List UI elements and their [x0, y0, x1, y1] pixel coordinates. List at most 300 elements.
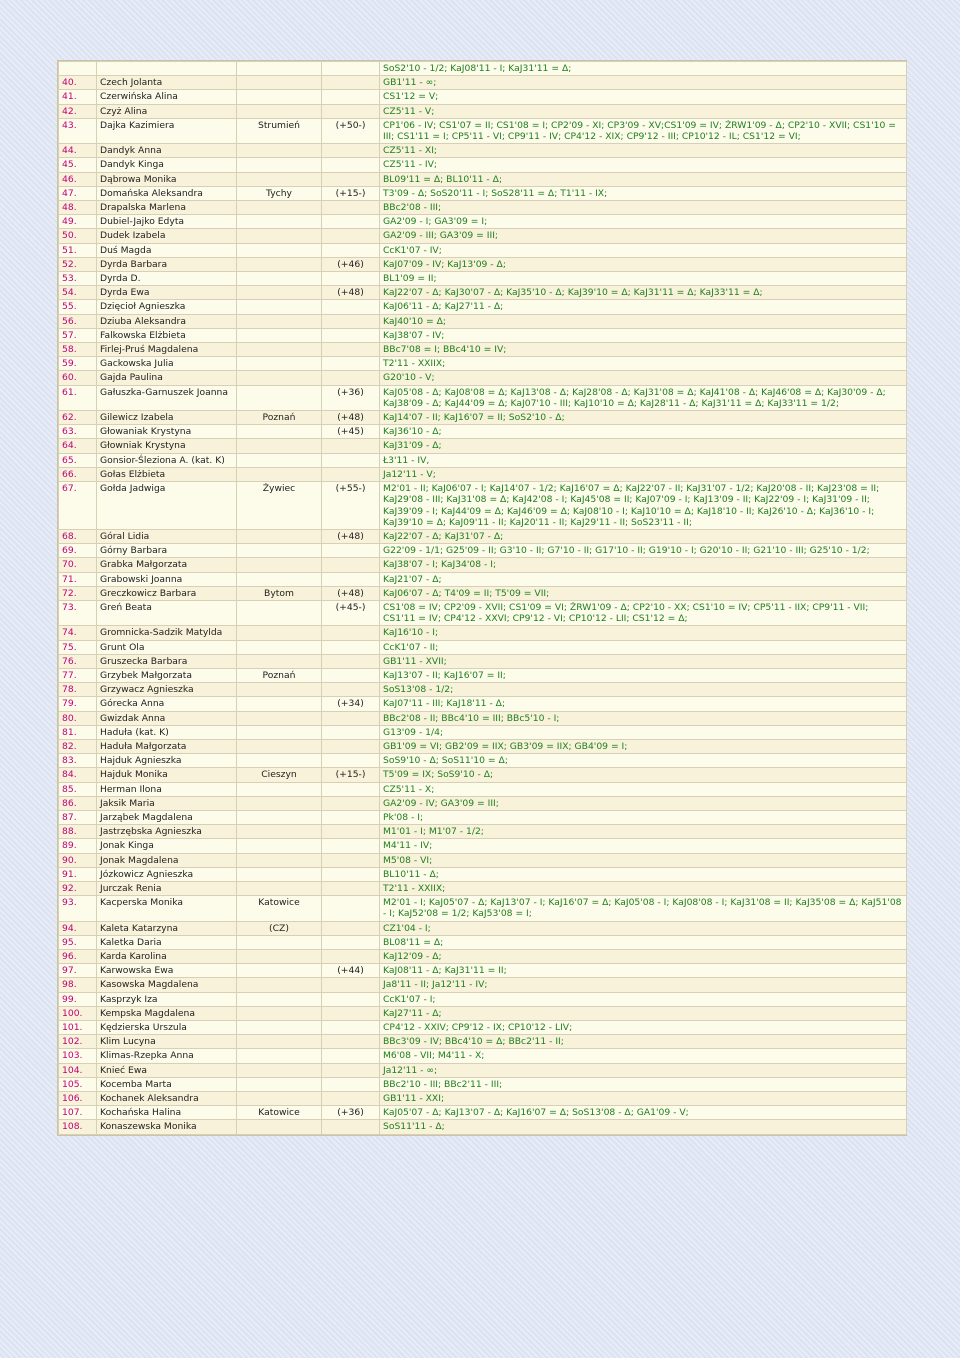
city — [237, 201, 322, 215]
table-row — [59, 1106, 907, 1120]
row-number: 42. — [59, 104, 97, 118]
results: KaJ38'07 - IV; — [380, 328, 907, 342]
competitor-name: Dzięcioł Agnieszka — [97, 300, 237, 314]
table-row — [59, 286, 907, 300]
row-number: 107. — [59, 1106, 97, 1120]
competitor-name: Hajduk Monika — [97, 768, 237, 782]
results: KaJ36'10 - Δ; — [380, 425, 907, 439]
results: BL08'11 = Δ; — [380, 935, 907, 949]
city — [237, 558, 322, 572]
row-number: 100. — [59, 1006, 97, 1020]
results: KaJ06'07 - Δ; T4'09 = II; T5'09 = VII; — [380, 586, 907, 600]
table-row — [59, 796, 907, 810]
competitor-name: Jastrzębska Agnieszka — [97, 825, 237, 839]
row-number: 48. — [59, 201, 97, 215]
row-number: 56. — [59, 314, 97, 328]
city — [237, 1035, 322, 1049]
table-row — [59, 881, 907, 895]
points — [322, 782, 380, 796]
competitor-name: Jurczak Renia — [97, 881, 237, 895]
points — [322, 640, 380, 654]
results: T5'09 = IX; SoS9'10 - Δ; — [380, 768, 907, 782]
results: M4'11 - IV; — [380, 839, 907, 853]
table-row — [59, 529, 907, 543]
city — [237, 158, 322, 172]
competitor-name: Grzywacz Agnieszka — [97, 683, 237, 697]
city: Poznań — [237, 668, 322, 682]
row-number: 89. — [59, 839, 97, 853]
city — [237, 1049, 322, 1063]
city — [237, 544, 322, 558]
competitor-name: Kacperska Monika — [97, 896, 237, 921]
row-number: 78. — [59, 683, 97, 697]
city — [237, 90, 322, 104]
competitor-name: Jarząbek Magdalena — [97, 810, 237, 824]
points — [322, 158, 380, 172]
table-row — [59, 825, 907, 839]
row-number: 47. — [59, 186, 97, 200]
results: KaJ22'07 - Δ; KaJ30'07 - Δ; KaJ35'10 - Δ; KaJ39'10 = Δ; KaJ31'11 = Δ; KaJ33'11 = Δ; — [380, 286, 907, 300]
points — [322, 825, 380, 839]
results: CcK1'07 - I; — [380, 992, 907, 1006]
row-number: 87. — [59, 810, 97, 824]
points: (+48) — [322, 529, 380, 543]
results: KaJ40'10 = Δ; — [380, 314, 907, 328]
table-row — [59, 257, 907, 271]
competitor-name: Józkowicz Agnieszka — [97, 867, 237, 881]
row-number: 94. — [59, 921, 97, 935]
table-row — [59, 357, 907, 371]
results: CS1'12 = V; — [380, 90, 907, 104]
table-row — [59, 654, 907, 668]
competitor-name: Dziuba Aleksandra — [97, 314, 237, 328]
competitor-name: Grabowski Joanna — [97, 572, 237, 586]
points — [322, 754, 380, 768]
competitor-name: Jonak Kinga — [97, 839, 237, 853]
points — [322, 881, 380, 895]
city — [237, 935, 322, 949]
city — [237, 467, 322, 481]
results: KaJ13'07 - II; KaJ16'07 = II; — [380, 668, 907, 682]
results: BL09'11 = Δ; BL10'11 - Δ; — [380, 172, 907, 186]
results: BBc2'08 - III; — [380, 201, 907, 215]
row-number: 74. — [59, 626, 97, 640]
table-row — [59, 668, 907, 682]
city — [237, 853, 322, 867]
results: KaJ38'07 - I; KaJ34'08 - I; — [380, 558, 907, 572]
results: KaJ05'07 - Δ; KaJ13'07 - Δ; KaJ16'07 = Δ; SoS13'08 - Δ; GA1'09 - V; — [380, 1106, 907, 1120]
table-row — [59, 158, 907, 172]
points — [322, 76, 380, 90]
city — [237, 439, 322, 453]
points — [322, 1077, 380, 1091]
city — [237, 1077, 322, 1091]
row-number: 45. — [59, 158, 97, 172]
row-number: 51. — [59, 243, 97, 257]
results: BBc2'10 - III; BBc2'11 - III; — [380, 1077, 907, 1091]
city: Cieszyn — [237, 768, 322, 782]
competitor-name: Karda Karolina — [97, 950, 237, 964]
competitor-name: Kocemba Marta — [97, 1077, 237, 1091]
row-number: 62. — [59, 411, 97, 425]
table-row — [59, 725, 907, 739]
city — [237, 640, 322, 654]
city — [237, 343, 322, 357]
points — [322, 1120, 380, 1134]
competitor-name: Drapalska Marlena — [97, 201, 237, 215]
city — [237, 215, 322, 229]
table-row — [59, 544, 907, 558]
results: BL10'11 - Δ; — [380, 867, 907, 881]
points: (+44) — [322, 964, 380, 978]
points: (+48) — [322, 286, 380, 300]
row-number: 55. — [59, 300, 97, 314]
competitor-name: Konaszewska Monika — [97, 1120, 237, 1134]
row-number: 106. — [59, 1092, 97, 1106]
city — [237, 144, 322, 158]
results: GB1'11 - XXI; — [380, 1092, 907, 1106]
points — [322, 853, 380, 867]
city — [237, 978, 322, 992]
points: (+36) — [322, 1106, 380, 1120]
results: SoS9'10 - Δ; SoS11'10 = Δ; — [380, 754, 907, 768]
points — [322, 1035, 380, 1049]
competitor-name: Knieć Ewa — [97, 1063, 237, 1077]
row-number: 73. — [59, 600, 97, 625]
points — [322, 104, 380, 118]
results: KaJ14'07 - II; KaJ16'07 = II; SoS2'10 - Δ; — [380, 411, 907, 425]
points — [322, 739, 380, 753]
competitor-name: Haduła (kat. K) — [97, 725, 237, 739]
row-number: 75. — [59, 640, 97, 654]
table-row — [59, 104, 907, 118]
row-number: 40. — [59, 76, 97, 90]
competitor-name: Kaletka Daria — [97, 935, 237, 949]
table-row — [59, 144, 907, 158]
city — [237, 453, 322, 467]
row-number: 60. — [59, 371, 97, 385]
row-number: 71. — [59, 572, 97, 586]
city: Katowice — [237, 896, 322, 921]
points — [322, 668, 380, 682]
results: GB1'09 = VI; GB2'09 = IIX; GB3'09 = IIX; GB4'09 = I; — [380, 739, 907, 753]
points — [322, 90, 380, 104]
points — [322, 314, 380, 328]
competitor-name: Głowniak Krystyna — [97, 439, 237, 453]
city — [237, 825, 322, 839]
competitor-name: Gruszecka Barbara — [97, 654, 237, 668]
points — [322, 711, 380, 725]
row-number: 58. — [59, 343, 97, 357]
results: KaJ12'09 - Δ; — [380, 950, 907, 964]
city — [237, 1021, 322, 1035]
results: Pk'08 - I; — [380, 810, 907, 824]
row-number: 99. — [59, 992, 97, 1006]
points — [322, 544, 380, 558]
results: KaJ16'10 - I; — [380, 626, 907, 640]
competitor-name: Kędzierska Urszula — [97, 1021, 237, 1035]
table-row — [59, 118, 907, 143]
competitor-name: Grunt Ola — [97, 640, 237, 654]
results: M6'08 - VII; M4'11 - X; — [380, 1049, 907, 1063]
city — [237, 371, 322, 385]
row-number: 95. — [59, 935, 97, 949]
results: CZ1'04 - I; — [380, 921, 907, 935]
table-row — [59, 201, 907, 215]
competitor-name: Kaleta Katarzyna — [97, 921, 237, 935]
results: Ja12'11 - ∞; — [380, 1063, 907, 1077]
results: CZ5'11 - IV; — [380, 158, 907, 172]
table-row — [59, 950, 907, 964]
table-row — [59, 1049, 907, 1063]
results: T3'09 - Δ; SoS20'11 - I; SoS28'11 = Δ; T1'11 - IX; — [380, 186, 907, 200]
results: BBc2'08 - II; BBc4'10 = III; BBc5'10 - I; — [380, 711, 907, 725]
points — [322, 272, 380, 286]
points — [322, 453, 380, 467]
points — [322, 172, 380, 186]
table-row — [59, 343, 907, 357]
competitor-name: Dyrda Barbara — [97, 257, 237, 271]
table-row — [59, 385, 907, 410]
results: CP4'12 - XXIV; CP9'12 - IX; CP10'12 - LIV; — [380, 1021, 907, 1035]
points — [322, 1092, 380, 1106]
competitor-name: Firlej-Pruś Magdalena — [97, 343, 237, 357]
points — [322, 1021, 380, 1035]
results: M2'01 - II; KaJ06'07 - I; KaJ14'07 - 1/2; KaJ16'07 = Δ; KaJ22'07 - II; KaJ31'07 - 1/2; KaJ20'08 - II; KaJ23'08 = II; KaJ29'08 - III; KaJ31'08 = Δ; KaJ42'08 - I; KaJ45'08 = II; KaJ07'09 - I; KaJ13'09 - II; KaJ22'09 - I; KaJ31'09 - II; KaJ39'09 - I; KaJ44'09 = Δ; KaJ46'09 = Δ; KaJ08'10 - I; KaJ10'10 = Δ; KaJ18'10 - II; KaJ26'10 - Δ; KaJ36'10 - I; KaJ39'10 = Δ; KaJ09'11 - II; KaJ20'11 - II; KaJ29'11 - II; SoS23'11 - II; — [380, 482, 907, 530]
competitor-name: Herman Ilona — [97, 782, 237, 796]
city — [237, 243, 322, 257]
row-number: 72. — [59, 586, 97, 600]
points: (+34) — [322, 697, 380, 711]
city — [237, 782, 322, 796]
city — [237, 62, 322, 76]
results: KaJ07'11 - III; KaJ18'11 - Δ; — [380, 697, 907, 711]
row-number: 76. — [59, 654, 97, 668]
table-row — [59, 935, 907, 949]
row-number: 92. — [59, 881, 97, 895]
table-row — [59, 853, 907, 867]
row-number: 61. — [59, 385, 97, 410]
table-row — [59, 90, 907, 104]
results: M5'08 - VI; — [380, 853, 907, 867]
row-number: 105. — [59, 1077, 97, 1091]
points: (+50-) — [322, 118, 380, 143]
table-row — [59, 739, 907, 753]
row-number: 46. — [59, 172, 97, 186]
points — [322, 839, 380, 853]
row-number: 83. — [59, 754, 97, 768]
points — [322, 935, 380, 949]
table-row — [59, 272, 907, 286]
row-number: 64. — [59, 439, 97, 453]
competitor-name: Gonsior-Śleziona A. (kat. K) — [97, 453, 237, 467]
results: CS1'08 = IV; CP2'09 - XVII; CS1'09 = VI; ŻRW1'09 - Δ; CP2'10 - XX; CS1'10 = IV; CP5'11 - IIX; CP9'11 - VII; CS1'11 = IV; CP4'12 - XXVI; CP9'12 - VI; CP10'12 - LII; CS1'12 = Δ; — [380, 600, 907, 625]
city — [237, 810, 322, 824]
city — [237, 683, 322, 697]
city — [237, 172, 322, 186]
points — [322, 654, 380, 668]
city — [237, 992, 322, 1006]
results: GA2'09 - I; GA3'09 = I; — [380, 215, 907, 229]
row-number: 53. — [59, 272, 97, 286]
table-row — [59, 558, 907, 572]
city — [237, 796, 322, 810]
competitor-name: Haduła Małgorzata — [97, 739, 237, 753]
points: (+36) — [322, 385, 380, 410]
points — [322, 683, 380, 697]
points — [322, 896, 380, 921]
results: KaJ07'09 - IV; KaJ13'09 - Δ; — [380, 257, 907, 271]
city — [237, 725, 322, 739]
competitor-name: Gromnicka-Sadzik Matylda — [97, 626, 237, 640]
results: KaJ27'11 - Δ; — [380, 1006, 907, 1020]
competitor-name: Karwowska Ewa — [97, 964, 237, 978]
row-number: 79. — [59, 697, 97, 711]
table-row — [59, 482, 907, 530]
city — [237, 76, 322, 90]
points — [322, 1049, 380, 1063]
points: (+46) — [322, 257, 380, 271]
city — [237, 286, 322, 300]
row-number: 65. — [59, 453, 97, 467]
points — [322, 1006, 380, 1020]
row-number — [59, 62, 97, 76]
table-row — [59, 1077, 907, 1091]
row-number: 97. — [59, 964, 97, 978]
table-row — [59, 867, 907, 881]
city — [237, 1092, 322, 1106]
points — [322, 343, 380, 357]
results: SoS2'10 - 1/2; KaJ08'11 - I; KaJ31'11 = Δ; — [380, 62, 907, 76]
city: Tychy — [237, 186, 322, 200]
city — [237, 425, 322, 439]
competitor-name: Dudek Izabela — [97, 229, 237, 243]
city — [237, 529, 322, 543]
row-number: 50. — [59, 229, 97, 243]
competitor-name: Domańska Aleksandra — [97, 186, 237, 200]
row-number: 90. — [59, 853, 97, 867]
competitor-name: Czerwińska Alina — [97, 90, 237, 104]
row-number: 66. — [59, 467, 97, 481]
row-number: 41. — [59, 90, 97, 104]
points — [322, 992, 380, 1006]
results: KaJ22'07 - Δ; KaJ31'07 - Δ; — [380, 529, 907, 543]
competitor-name: Greczkowicz Barbara — [97, 586, 237, 600]
results: BL1'09 = II; — [380, 272, 907, 286]
table-row — [59, 964, 907, 978]
points: (+55-) — [322, 482, 380, 530]
competitor-name: Gołas Elżbieta — [97, 467, 237, 481]
table-row — [59, 439, 907, 453]
competitor-name: Górecka Anna — [97, 697, 237, 711]
table-row — [59, 992, 907, 1006]
city — [237, 739, 322, 753]
row-number: 80. — [59, 711, 97, 725]
city — [237, 711, 322, 725]
city: (CZ) — [237, 921, 322, 935]
table-row — [59, 62, 907, 76]
row-number: 52. — [59, 257, 97, 271]
results: CP1'06 - IV; CS1'07 = II; CS1'08 = I; CP2'09 - XI; CP3'09 - XV;CS1'09 = IV; ŻRW1'09 - Δ; CP2'10 - XVII; CS1'10 = III; CS1'11 = I; CP5'11 - VI; CP9'11 - IV; CP4'12 - XIX; CP9'12 - III; CP10'12 - IL; CS1'12 = VI; — [380, 118, 907, 143]
table-row — [59, 1035, 907, 1049]
table-row — [59, 215, 907, 229]
competitor-name: Kochanek Aleksandra — [97, 1092, 237, 1106]
points — [322, 357, 380, 371]
points — [322, 62, 380, 76]
row-number: 43. — [59, 118, 97, 143]
results: T2'11 - XXIIX; — [380, 357, 907, 371]
row-number: 98. — [59, 978, 97, 992]
competitor-name: Dandyk Kinga — [97, 158, 237, 172]
points — [322, 439, 380, 453]
points — [322, 371, 380, 385]
competitor-name: Gajda Paulina — [97, 371, 237, 385]
row-number: 91. — [59, 867, 97, 881]
table-row — [59, 243, 907, 257]
city — [237, 881, 322, 895]
row-number: 108. — [59, 1120, 97, 1134]
row-number: 70. — [59, 558, 97, 572]
competitor-name: Głowaniak Krystyna — [97, 425, 237, 439]
city — [237, 257, 322, 271]
competitor-name: Klim Lucyna — [97, 1035, 237, 1049]
row-number: 44. — [59, 144, 97, 158]
points — [322, 978, 380, 992]
table-row — [59, 896, 907, 921]
city: Bytom — [237, 586, 322, 600]
competitor-name: Dyrda Ewa — [97, 286, 237, 300]
points: (+15-) — [322, 768, 380, 782]
city — [237, 950, 322, 964]
results: SoS11'11 - Δ; — [380, 1120, 907, 1134]
row-number: 84. — [59, 768, 97, 782]
city — [237, 697, 322, 711]
results: G22'09 - 1/1; G25'09 - II; G3'10 - II; G7'10 - II; G17'10 - II; G19'10 - I; G20'10 - II; G21'10 - III; G25'10 - 1/2; — [380, 544, 907, 558]
points — [322, 201, 380, 215]
table-row — [59, 683, 907, 697]
results: KaJ31'09 - Δ; — [380, 439, 907, 453]
table-row — [59, 711, 907, 725]
city — [237, 229, 322, 243]
points — [322, 725, 380, 739]
city — [237, 314, 322, 328]
competitor-name: Dandyk Anna — [97, 144, 237, 158]
points: (+48) — [322, 411, 380, 425]
results: GA2'09 - III; GA3'09 = III; — [380, 229, 907, 243]
points — [322, 921, 380, 935]
table-row — [59, 453, 907, 467]
table-row — [59, 626, 907, 640]
table-row — [59, 839, 907, 853]
competitor-name: Czyż Alina — [97, 104, 237, 118]
results: M1'01 - I; M1'07 - 1/2; — [380, 825, 907, 839]
results: Ja8'11 - II; Ja12'11 - IV; — [380, 978, 907, 992]
points — [322, 328, 380, 342]
competitor-name: Dyrda D. — [97, 272, 237, 286]
table-row — [59, 586, 907, 600]
competitor-name: Kasowska Magdalena — [97, 978, 237, 992]
results: CZ5'11 - XI; — [380, 144, 907, 158]
points — [322, 867, 380, 881]
results: KaJ08'11 - Δ; KaJ31'11 = II; — [380, 964, 907, 978]
city: Strumień — [237, 118, 322, 143]
results: G20'10 - V; — [380, 371, 907, 385]
competitor-name: Dąbrowa Monika — [97, 172, 237, 186]
row-number: 77. — [59, 668, 97, 682]
row-number: 81. — [59, 725, 97, 739]
table-row — [59, 172, 907, 186]
points — [322, 572, 380, 586]
